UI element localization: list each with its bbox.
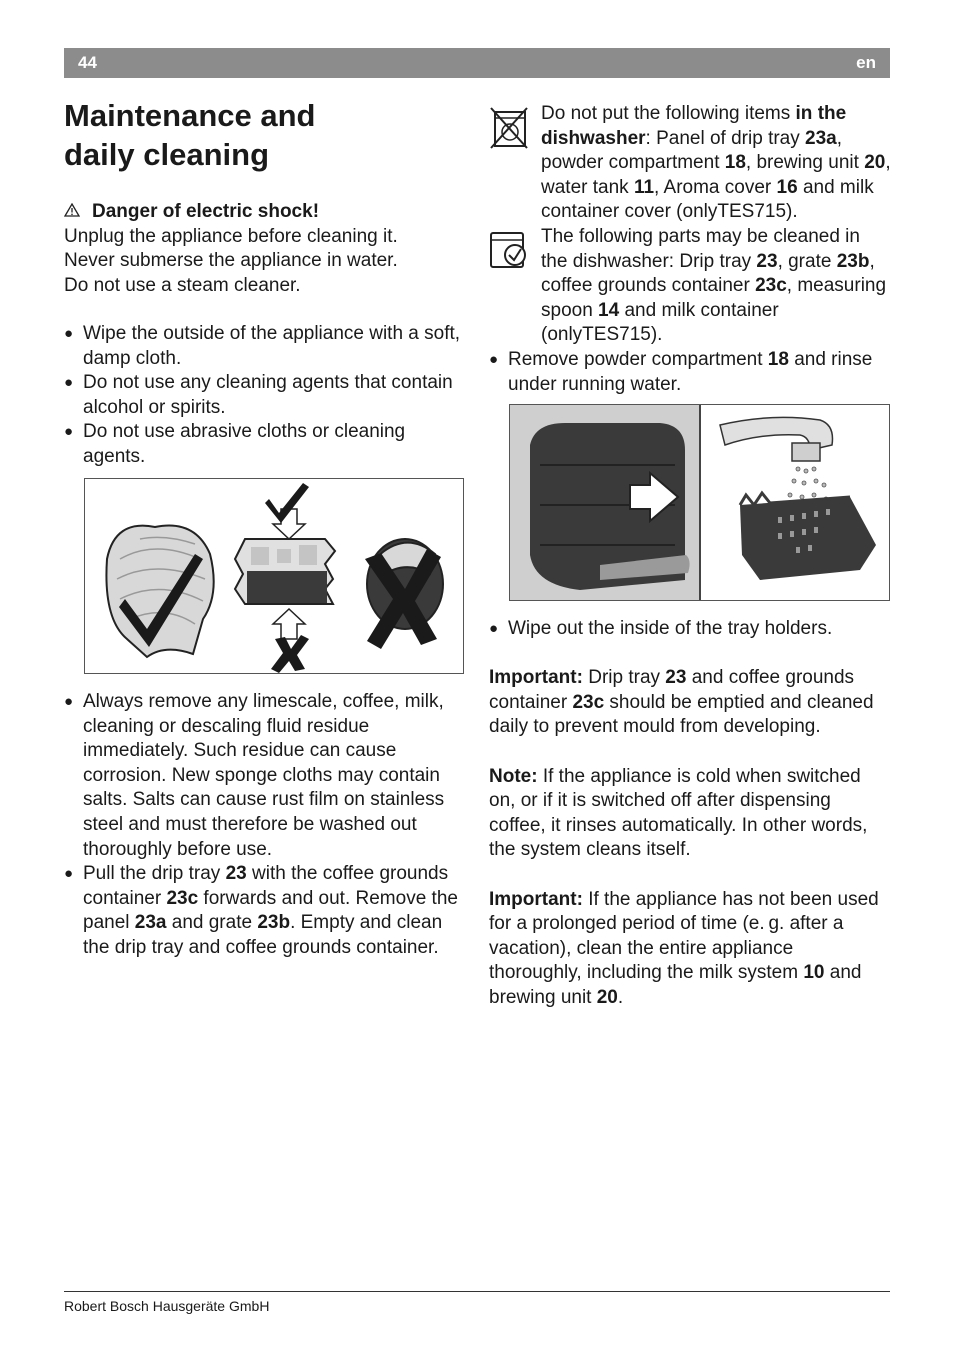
warning-heading: [64, 200, 464, 225]
note-paragraph: Note: If the appliance is cold when switched on, or if it is switched off after dispensing coffee, it rinses automatically. In other words, the system cleans itself.: [489, 765, 868, 861]
powder-compartment-figure: [509, 404, 890, 601]
warning-line: Do not use a steam cleaner.: [64, 274, 301, 296]
dishwasher-ok-icon: [489, 229, 531, 279]
page-number: 44: [78, 53, 97, 72]
language-code: en: [856, 53, 876, 72]
dishwasher-section: [489, 102, 891, 397]
list-item: ● Remove powder compartment 18 and rinse under running water.: [489, 348, 891, 397]
warning-block: [64, 200, 464, 298]
list-item: ● Always remove any limescale, coffee, milk, cleaning or descaling fluid residue immediately. Such residue can cause corrosion. New sponge cloths may contain salts. Salts can cause rust film on stainless steel and must therefore be washed out thoroughly before use.: [64, 690, 464, 862]
right-lower-text: [489, 617, 891, 1011]
arrow-icon: [273, 609, 305, 639]
powder-compartment-rinse-image: [740, 493, 876, 580]
warning-triangle-icon: [64, 200, 92, 225]
cleaning-list-1: [64, 322, 464, 470]
water-drops-image: [788, 467, 828, 501]
list-item: ● Do not use abrasive cloths or cleaning agents.: [64, 420, 464, 469]
list-item: ● Pull the drip tray 23 with the coffee grounds container 23c forwards and out. Remove the panel 23a and grate 23b. Empty and clean the drip tray and coffee grounds container.: [64, 862, 464, 960]
footer-divider: [64, 1291, 890, 1292]
important-paragraph: Important: Drip tray 23 and coffee grounds container 23c should be emptied and cleaned daily to prevent mould from developing.: [489, 667, 874, 738]
soft-cloth-image: [106, 526, 213, 657]
dishwasher-ok-text: The following parts may be cleaned in the dishwasher: Drip tray 23, grate 23b, coffee grounds container 23c, measuring spoon 14 and milk container (onlyTES715).: [541, 225, 887, 346]
not-dishwasher-item: [489, 102, 891, 225]
important-paragraph: Important: If the appliance has not been used for a prolonged period of time (e. g. after a vacation), clean the entire appliance thoroughly, including the milk system 10 and brewing unit 20.: [489, 888, 879, 1008]
page-title: [64, 96, 464, 174]
not-dishwasher-text: Do not put the following items in the dishwasher: Panel of drip tray 23a, powder compartment 18, brewing unit 20, water tank 11, Aroma cover 16 and milk container cover (onlyTES715).: [541, 103, 891, 223]
list-item: ● Wipe the outside of the appliance with a soft, damp cloth.: [64, 322, 464, 371]
footer-company: Robert Bosch Hausgeräte GmbH: [64, 1298, 270, 1314]
title-line-1: Maintenance and: [64, 98, 316, 133]
cleaning-cloth-figure: [84, 478, 464, 674]
title-line-2: daily cleaning: [64, 137, 270, 172]
warning-line: Unplug the appliance before cleaning it.: [64, 225, 398, 247]
warning-title: Danger of electric shock!: [92, 201, 320, 222]
sponge-image: [235, 539, 335, 604]
list-item: ● Do not use any cleaning agents that contain alcohol or spirits.: [64, 371, 464, 420]
page-header-bar: [64, 48, 890, 78]
no-dishwasher-icon: [489, 106, 529, 158]
list-item: ● Wipe out the inside of the tray holders.: [489, 617, 891, 642]
cross-mark-icon: [271, 635, 309, 673]
warning-line: Never submerse the appliance in water.: [64, 250, 398, 272]
cleaning-list-2: [64, 690, 464, 961]
faucet-image: [720, 417, 833, 461]
dishwasher-ok-item: [489, 225, 891, 348]
